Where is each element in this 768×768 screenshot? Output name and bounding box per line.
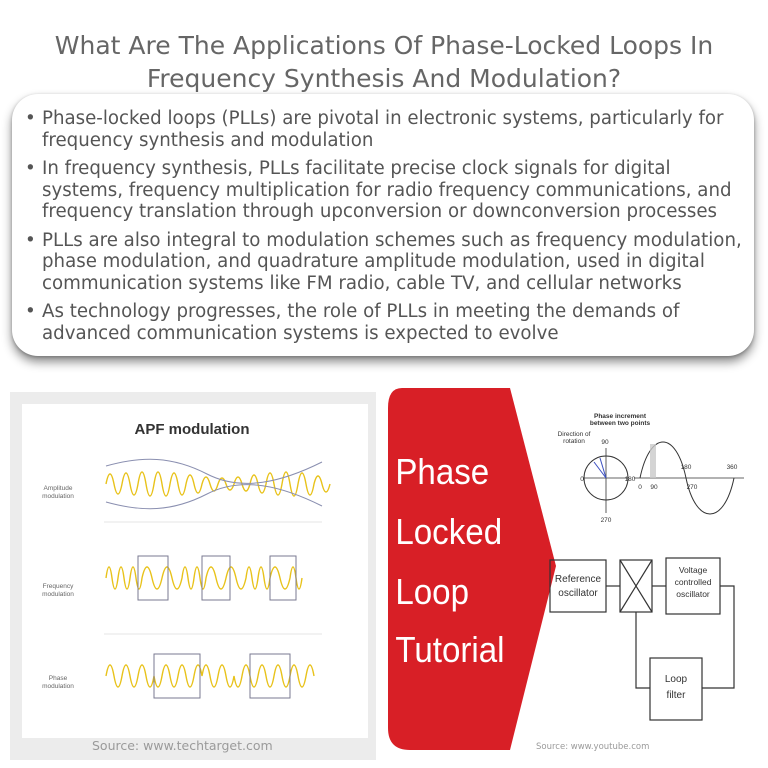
phase-increment-label: Phase increment between two points [589, 413, 651, 427]
banner-line-tutorial: Tutorial [395, 630, 505, 671]
bullet-item: • In frequency synthesis, PLLs facilitate precise clock signals for digital systems, frequency multiplication for radio frequency communications, and frequency translation through upconversion or downconversion processes [22, 158, 752, 223]
banner-line-phase: Phase [395, 452, 490, 493]
pm-wave [106, 665, 314, 687]
apf-modulation-figure [22, 404, 368, 738]
reference-oscillator-block [550, 560, 606, 612]
angle-90: 90 [601, 439, 609, 446]
tick-0: 0 [638, 484, 642, 491]
apf-heading: APF modulation [134, 421, 250, 438]
loop-filter-block [650, 658, 702, 720]
banner-line-locked: Locked [395, 512, 503, 553]
tick-360: 360 [726, 464, 738, 471]
vco-label: Voltage controlled oscillator [674, 565, 712, 599]
fm-wave [106, 567, 302, 589]
pll-tutorial-image [388, 388, 760, 758]
tick-180: 180 [680, 464, 692, 471]
apf-label-amplitude: Amplitude modulation [42, 485, 74, 500]
angle-0: 0 [580, 476, 584, 483]
am-wave [106, 472, 330, 496]
tick-90: 90 [650, 484, 658, 491]
apf-waveforms [22, 404, 368, 738]
reference-oscillator-label: Reference oscillator [554, 574, 602, 599]
bullet-item: • PLLs are also integral to modulation schemes such as frequency modulation, phase modulation, and quadrature amplitude modulation, used in digital communication systems like FM radio, cable TV, and cellular networks [22, 230, 752, 295]
tutorial-banner [388, 388, 556, 750]
angle-270: 270 [600, 517, 612, 524]
left-image-source: Source: www.techtarget.com [92, 738, 273, 753]
apf-label-frequency: Frequency modulation [42, 583, 74, 598]
rotation-label: Direction of rotation [557, 431, 591, 445]
tick-270: 270 [686, 484, 698, 491]
right-image-source: Source: www.youtube.com [536, 742, 650, 752]
loop-filter-label: Loop filter [664, 674, 688, 701]
bullet-item: • Phase-locked loops (PLLs) are pivotal in electronic systems, particularly for frequency synthesis and modulation [22, 108, 752, 151]
bullet-item: • As technology progresses, the role of PLLs in meeting the demands of advanced communication systems is expected to evolve [22, 301, 752, 344]
page-title: What Are The Applications Of Phase-Locked Loops In Frequency Synthesis And Modulation? [54, 30, 714, 93]
banner-line-loop: Loop [395, 572, 470, 613]
pll-tutorial-graphic [388, 388, 760, 758]
bullet-list [22, 108, 752, 376]
angle-180: 180 [624, 476, 636, 483]
apf-label-phase: Phase modulation [42, 675, 74, 690]
